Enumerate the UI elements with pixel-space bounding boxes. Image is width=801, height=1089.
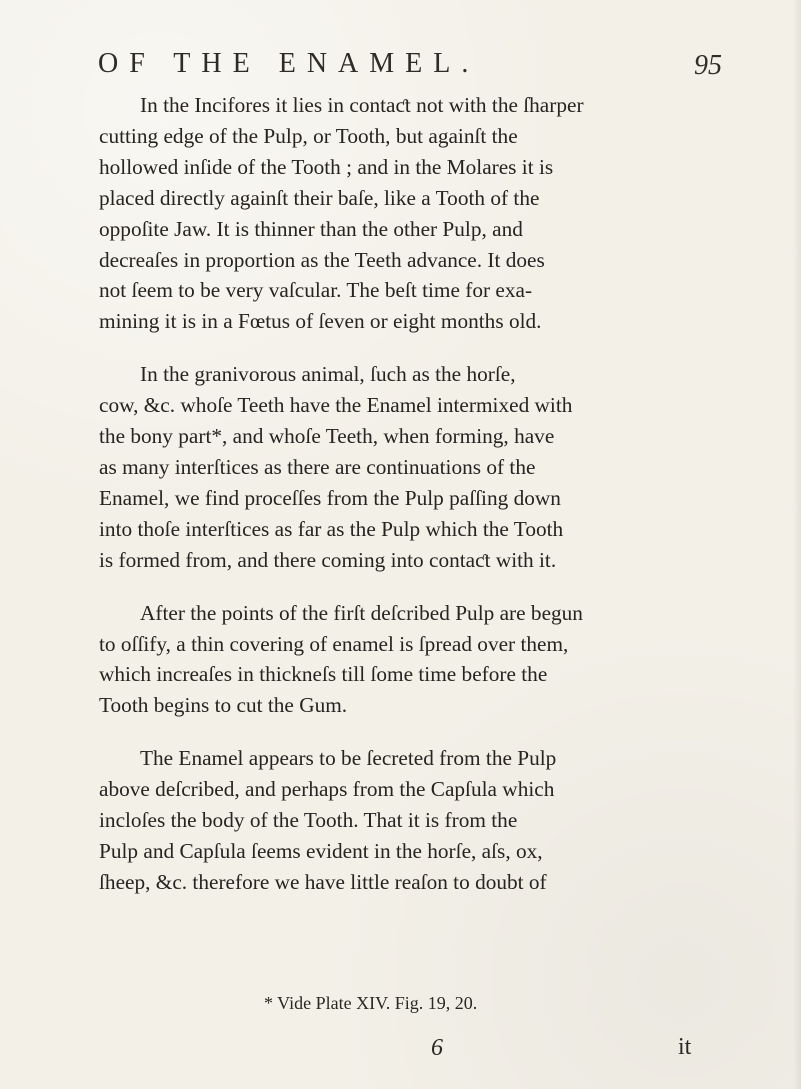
text-line: decreaſes in proportion as the Teeth advance. It does (99, 247, 545, 272)
text-line: cow, &c. whoſe Teeth have the Enamel intermixed with (99, 393, 573, 418)
page-header (98, 44, 722, 84)
text-line: into thoſe interſtices as far as the Pulp which the Tooth (99, 516, 564, 541)
text-line: above deſcribed, and perhaps from the Capſula which (99, 777, 555, 802)
page-number: 95 (694, 50, 722, 81)
main-text (99, 90, 723, 920)
text-line: to oſſify, a thin covering of enamel is ſpread over them, (99, 631, 569, 656)
text-line: placed directly againſt their baſe, like a Tooth of the (99, 185, 540, 210)
paragraph-4 (99, 743, 723, 898)
text-line: The Enamel appears to be ſecreted from the Pulp (140, 746, 557, 771)
text-line: the bony part*, and whoſe Teeth, when forming, have (99, 424, 555, 449)
text-line: is formed from, and there coming into contaƈt with it. (99, 547, 557, 572)
footnote: * Vide Plate XIV. Fig. 19, 20. (264, 993, 478, 1013)
text-line: not ſeem to be very vaſcular. The beſt time for exa- (99, 278, 533, 303)
text-line: After the points of the firſt deſcribed Pulp are begun (140, 600, 583, 625)
running-head: OF THE ENAMEL. (98, 48, 480, 79)
text-line: cutting edge of the Pulp, or Tooth, but againſt the (99, 123, 518, 148)
text-line: hollowed inſide of the Tooth ; and in the Molares it is (99, 154, 554, 179)
text-line: In the granivorous animal, ſuch as the horſe, (140, 362, 516, 387)
text-line: Tooth begins to cut the Gum. (99, 693, 348, 718)
text-line: oppoſite Jaw. It is thinner than the other Pulp, and (99, 216, 523, 241)
catchword: it (678, 1034, 692, 1060)
paragraph-3 (99, 598, 723, 722)
text-line: Pulp and Capſula ſeems evident in the horſe, aſs, ox, (99, 838, 543, 863)
paragraph-2 (99, 359, 723, 575)
text-line: which increaſes in thickneſs till ſome time before the (99, 662, 548, 687)
text-line: ſheep, &c. therefore we have little reaſon to doubt of (99, 869, 547, 894)
signature-mark: 6 (431, 1035, 443, 1061)
text-line: mining it is in a Fœtus of ſeven or eight months old. (99, 309, 542, 334)
text-line: incloſes the body of the Tooth. That it is from the (99, 808, 518, 833)
text-line: In the Incifores it lies in contaƈt not with the ſharper (140, 93, 584, 117)
text-line: Enamel, we find proceſſes from the Pulp paſſing down (99, 485, 561, 510)
text-line: as many interſtices as there are continuations of the (99, 454, 536, 479)
paragraph-1 (99, 90, 723, 337)
page-edge-shadow (793, 0, 801, 1089)
